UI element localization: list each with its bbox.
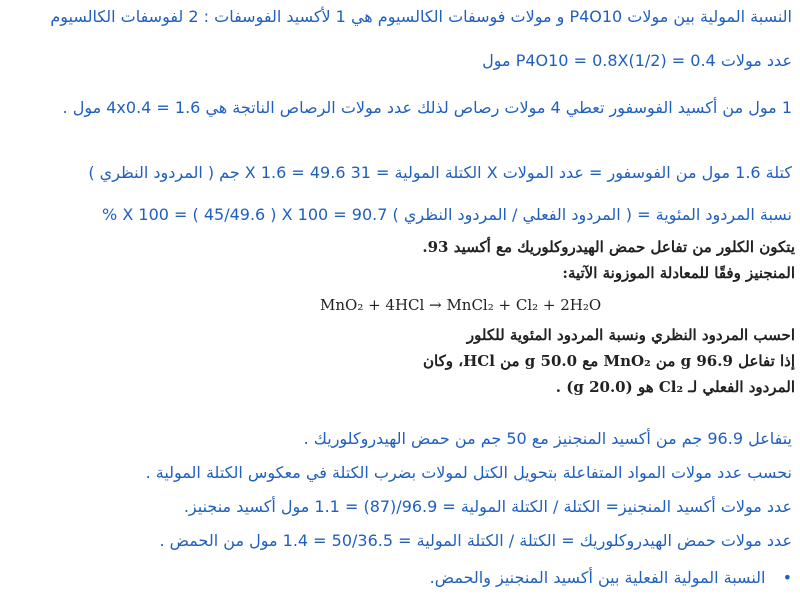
answer-line-1: يتفاعل 96.9 جم من أكسيد المنجنيز مع 50 جم من حمض الهيدروكلوريك . — [303, 429, 792, 448]
problem-text-1: يتكون الكلور من تفاعل حمض الهيدروكلوريك مع أكسيد — [453, 238, 795, 256]
text-line-p4o10-moles — [8, 50, 792, 72]
text-mass: كتلة 1.6 مول من الفوسفور = عدد المولات X الكتلة المولية = 31 X 1.6 = 49.6 جم ( المردود النظري ) — [88, 163, 792, 182]
answer-bullet-text: النسبة المولية الفعلية بين أكسيد المنجنيز والحمض. — [429, 568, 766, 587]
answer-line-2: نحسب عدد مولات المواد المتفاعلة بتحويل الكتل لمولات بضرب الكتلة في معكوس الكتلة المولية . — [145, 463, 792, 482]
answer-line-3: عدد مولات أكسيد المنجنيز= الكتلة / الكتلة المولية = 96.9/(87) = 1.1 مول أكسيد منجنيز. — [183, 497, 792, 516]
text-line-mole-ratio — [8, 6, 792, 28]
text-p4o10-moles: عدد مولات P4O10 = 0.8X(1/2) = 0.4 مول — [482, 51, 792, 70]
text-line-mass — [8, 162, 792, 184]
chemical-equation: MnO₂ + 4HCl → MnCl₂ + Cl₂ + 2H₂O — [320, 296, 602, 314]
bullet-icon: • — [782, 568, 792, 587]
problem-line-3: احسب المردود النظري ونسبة المردود المئوية للكلور — [466, 326, 795, 344]
problem-line-1 — [422, 238, 795, 256]
problem-line-5: المردود الفعلي لـ Cl₂ هو (20.0 g) . — [555, 378, 795, 396]
answer-bullet — [430, 568, 792, 587]
text-line-lead-moles — [8, 96, 792, 120]
problem-line-2: المنجنيز وفقًا للمعادلة الموزونة الآتية: — [562, 264, 795, 282]
text-mole-ratio: النسبة المولية بين مولات P4O10 و مولات فوسفات الكالسيوم هي 1 لأكسيد الفوسفات : 2 لفوسفات الكالسيوم — [50, 7, 792, 26]
problem-93-image — [240, 238, 795, 408]
answer-line-4: عدد مولات حمض الهيدروكلوريك = الكتلة / الكتلة المولية = 50/36.5 = 1.4 مول من الحمض . — [159, 531, 792, 550]
text-line-percent-yield — [8, 204, 792, 226]
problem-line-4: إذا تفاعل 96.9 g من MnO₂ مع 50.0 g من HCl، وكان — [423, 352, 795, 370]
text-lead-moles: 1 مول من أكسيد الفوسفور تعطي 4 مولات رصاص لذلك عدد مولات الرصاص الناتجة هي 4x0.4 = 1.6 مول . — [62, 98, 792, 117]
text-percent-yield: نسبة المردود المئوية = ( المردود الفعلي / المردود النظري ) X 100 = ( 45/49.6 ) X 100 = 90.7 % — [102, 205, 792, 224]
problem-number: 93. — [422, 238, 449, 256]
